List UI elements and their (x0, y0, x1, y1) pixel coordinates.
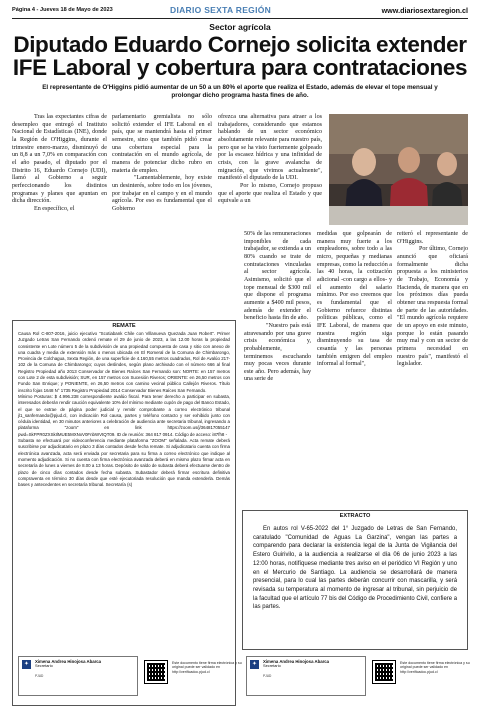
paragraph: ofrezca una alternativa para atraer a los trabajadores, considerando que estamos hablando de un sector económico absolutamente relevante para nuestro país, pero que se ha visto fuertemente golpeado por la escasez hídrica y una infinidad de crisis, con la grave avalancha de migración, que vivimos actualmente", manifestó el diputado de la UDI. (218, 114, 322, 182)
pjud-emblem-icon: ✦ (250, 660, 259, 669)
section-label: Sector agrícola (209, 22, 271, 32)
remate-body (13, 331, 235, 488)
paragraph: En específico, el (34, 205, 75, 212)
signer-role: Secretario (263, 663, 281, 668)
headline: Diputado Eduardo Cornejo solicita extender IFE Laboral y cobertura para contrataciones (12, 32, 468, 80)
paragraph: 50% de las remuneraciones imponibles de cada trabajador, se extienda a un 80% cuando se trate de contrataciones vinculadas al sector agrícola. Asimismo, solicitó que el tope mensual de $300 mil que dispone el programa aumente a $400 mil pesos, además de extender el beneficio hasta fin de año. (244, 231, 311, 322)
site-url[interactable]: www.diariosextaregion.cl (381, 5, 468, 15)
signer-name: Ximena Andrea Hinojosa Abarca (35, 659, 102, 664)
top-rule (12, 18, 468, 19)
paragraph: reiteró el representante de O'Higgins. (397, 231, 468, 245)
page-info: Página 4 - Jueves 18 de Mayo de 2023 (12, 7, 113, 13)
signer-name: Ximena Andrea Hinojosa Abarca (263, 659, 330, 664)
subhead: El representante de O'Higgins pidió aumentar de un 50 a un 80% el aporte que realiza el Estado, además de elevar el tope mensual y prolongar dicho programa hasta fines de año. (42, 84, 438, 99)
qr-code-icon[interactable] (144, 660, 168, 684)
signature-block (246, 656, 366, 696)
paragraph: medidas que golpearán de manera muy fuerte a los empleadores, sobre todo a las micro, pequeñas y medianas empresas, como la reducción a las 40 horas, la cotización adicional -con cargo a ellos- y el aumento del salario mínimo. Por eso creemos que es fundamental que el Gobierno refuerce distintas políticas públicas, como el IFE Laboral, de manera que nuestra región siga disminuyendo su tasa de cesantía y las personas también emigren del empleo informal al formal", (317, 231, 392, 368)
remate-paragraph: Causa Rol C-807-2016, juicio ejecutivo "Scotiabank Chile con Villanueva Quezada Juan Robert". Primer Juzgado Letras San Fernando ordenó remate el 29 de junio de 2023, a las 12.00 horas la propiedad consistente en Lote número 5 de la subdivisión de una propiedad compuesta de casa y sitio con anexo de una cuadra y media de extensión más o menos ubicada en El Romeral de la Comuna de Chimbarongo, Provincia de Colchagua, Sexta Región, de una superficie de 4.160,55 metros cuadrados, Rol de Avalúo 217-102 de la Comuna de Chimbarongo; cuyos deslindes, según plano archivado con el número 666 al final Registro Propiedad año 2013 Conservador de Bienes Raíces San Fernando son: NORTE: en 157 metros con Lote 2 de esta subdivisión; SUR, en 157 metros con Sucesión Riveros; ORIENTE: en 26,50 metros con Fundo San Enrique; y PONIENTE, en 26,50 metros con camino vecinal público Callejón Riveros. Título inscrito fojas 1648 N° 1735 Registro Propiedad 2014 Conservador Bienes Raíces San Fernando. (18, 331, 230, 393)
article-col-4 (244, 231, 311, 384)
article-col-5 (317, 231, 392, 369)
validation-note: Este documento tiene firma electrónica y su original puede ser validado en http://verificadoc.pjud.cl (172, 661, 242, 674)
article-photo (329, 114, 468, 225)
remate-paragraph: Mínimo Posturas: $ 4.996.238 correspondiente avalúo fiscal. Para tener derecho a participar en subasta, interesados deberán rendir caución equivalente 10% del mínimo mediante cupón de pago del Banco Estado, el que se extrae de página poder judicial y remitir comprobante a correo electrónico tribunal jl1_sanfernando@pjud.cl, con indicación Rol causa, partes y teléfono contacto y ser exhibido junto con cédula identidad, en 30 minutos anteriores a celebración de audiencia ante secretaria tribunal, ingresando a plataforma "zoom" en link https://zoom.us/j/364817055147 pwd=SkFPR0ZXSkIlMUE5MXNxV0FnbWVtQT09. ID de reunión: 364 817 0914. Código de acceso: i87fh8 - (18, 393, 230, 437)
article-col-1 (12, 114, 107, 214)
remate-notice (12, 320, 236, 706)
signature-block (18, 656, 138, 696)
remate-title: REMATE (112, 323, 136, 329)
remate-signature (18, 656, 246, 696)
article-col-2 (112, 114, 212, 214)
pjud-emblem-icon: ✦ (22, 660, 31, 669)
extracto-signature (246, 656, 474, 696)
remate-paragraph: Subasta se efectuará por videoconferencia mediante plataforma "ZOOM" señalada. Acta remate deberá suscribirse por adjudicatario en plazo 3 días contados desde fecha remate. Si adjudicatario cuenta con firma electrónica avanzada, acta será enviada por secretaria para su firma a correo electrónico que indique al momento adjudicación. Si no cuenta con firma electrónica avanzada deberá en mismo plazo firmar acta en secretaría de lunes a viernes de 8.00 a 13 horas. Depósito de saldo de subasta deberá efectuarse dentro de plazo de cinco días contados desde fecha subasta. Subastador deberá firmar escritura definitiva compraventa en término 30 días desde que esté ejecutoriada resolución que manda extenderla. Demás bases y antecedentes en secretaría tribunal. Secretaría (s) (18, 438, 230, 488)
paragraph: "Lamentablemente, hoy existe un desinterés, sobre todo en los jóvenes, por trabajar en el campo y en el mundo agrícola. Por eso es fundamental que el Gobierno (112, 175, 212, 212)
qr-code-icon[interactable] (372, 660, 396, 684)
article-col-3 (218, 114, 322, 206)
signer-org: PJUD (263, 674, 272, 678)
extracto-body: En autos rol V-65-2022 del 1° Juzgado de Letras de San Fernando, caratulado "Comunidad de Aguas La Garzina", vengan las partes a comparendo para declarar la existencia legal de la Junta de Vigilancia del Estero Guirivilo, a la audiencia a realizarse el día 06 de junio 2023 a las 12:00 horas, notifíquese mediante tres aviso en el periódico VI Región y uno en el Mercurio de Santiago. La audiencia se desarrollará de manera presencial, para lo cual las partes deberán concurrir con mascarilla, y será revisada su temperatura al momento de ingresar al tribunal, sin perjuicio de la facultad que el artículo 77 bis del Código de Procedimiento Civil, confiere a las partes. (253, 526, 457, 611)
signer-org: PJUD (35, 674, 44, 678)
paragraph: "Nuestro país está atravesando por una grave crisis económica y, probablemente, terminemos escuchando muy pocas veces durante este año. Pero además, hay una serie de (244, 322, 311, 383)
paragraph: Por lo mismo, Cornejo propuso que el aporte que realiza el Estado y que equivale a un (218, 182, 322, 205)
paragraph: parlamentario gremialista no sólo solicitó extender el IFE Laboral en el país, que se mantendrá hasta el primer semestre, sino que también pidió crear una cobertura especial para la contratación en el mundo agrícola, de manera de potenciar dicho rubro en materia de empleo. (112, 114, 212, 174)
article-col-6 (397, 231, 468, 369)
extracto-title: EXTRACTO (339, 513, 371, 519)
extracto-notice (242, 510, 468, 650)
signer-role: Secretario (35, 663, 53, 668)
validation-note: Este documento tiene firma electrónica y su original puede ser validado en http://verificadoc.pjud.cl (400, 661, 470, 674)
paragraph: Por último, Cornejo anunció que oficiará formalmente dicha propuesta a los ministerios de Trabajo, Economía y Hacienda, de manera que en los próximos días pueda obtener una respuesta formal de parte de las autoridades. "El mundo agrícola requiere de un apoyo en este minuto, porque lo están pasando muy mal y con un sector de primera necesidad en nuestro país", manifestó el legislador. (397, 246, 468, 368)
paragraph: Tras las expectantes cifras de desempleo que entregó el Instituto Nacional de Estadísticas (INE), donde la Región de O'Higgins, durante el trimestre enero-marzo, disminuyó de un 8,8 a un 7,0% en comparación con el año pasado, el diputado por el Distrito 16, Eduardo Cornejo (UDI), llamó al Gobierno a seguir perfeccionando los distintos programas y planes que apuntan en dicha dirección. (12, 114, 107, 205)
brand-name: DIARIO SEXTA REGIÓN (170, 5, 272, 15)
